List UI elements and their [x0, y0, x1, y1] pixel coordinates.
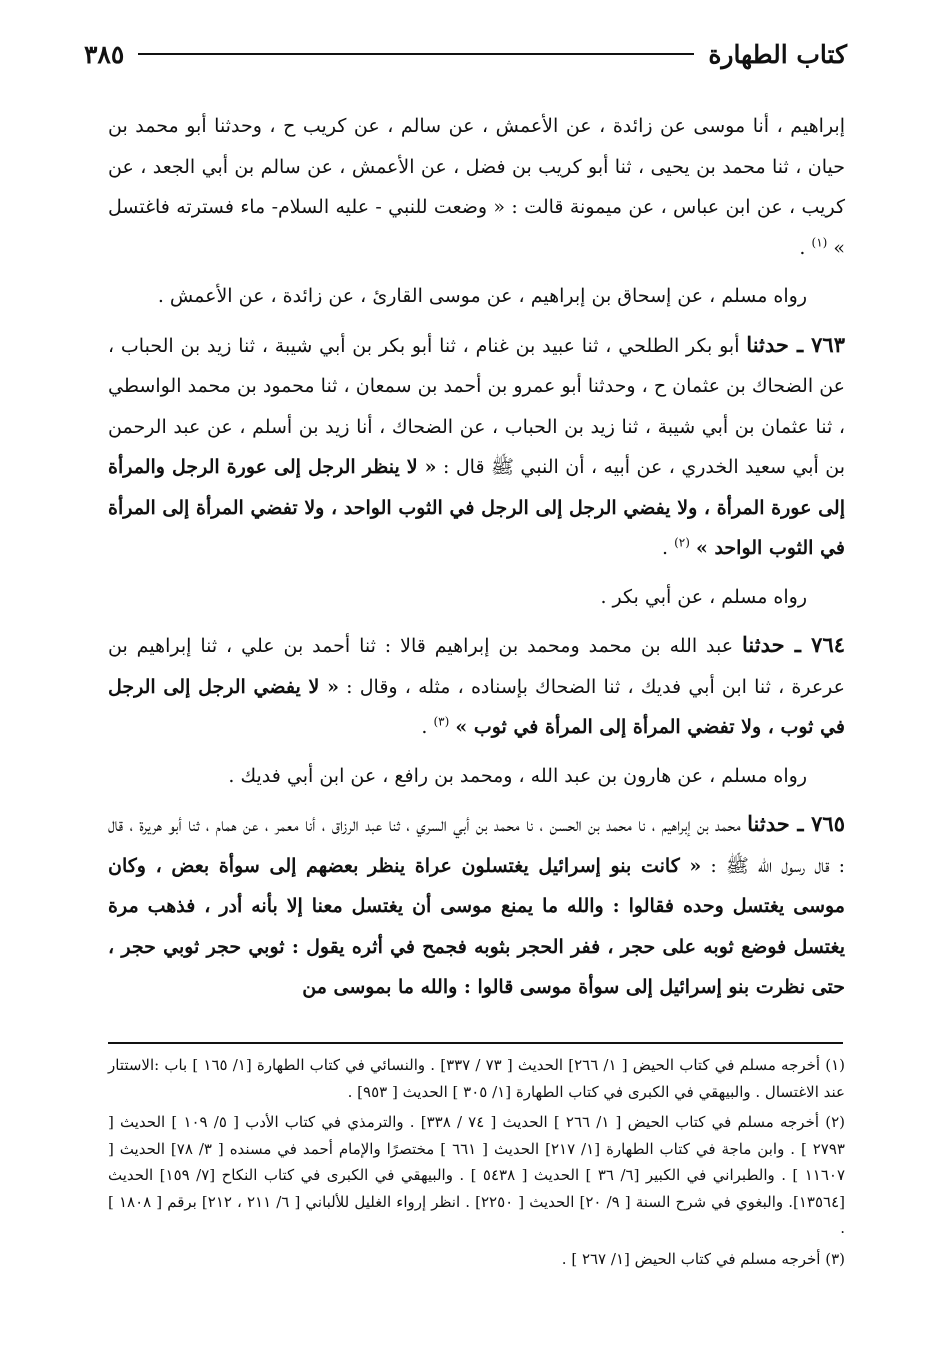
paragraph-continuation: إبراهيم ، أنا موسى عن زائدة ، عن الأعمش ، عن سالم ، عن كريب ح ، وحدثنا أبو محمد بن حيان ، ثنا محمد بن يحيى ، ثنا أبو كريب بن فضل ، عن الأعمش ، عن سالم بن أبي الجعد ، عن كريب ، عن ابن عباس ، عن ميمونة قالت : « وضعت للنبي - عليه السلام- ماء فسترته فاغتسل » $^{(١)}$ .: [108, 115, 845, 259]
footnote-3: (٣) أخرجه مسلم في كتاب الحيض [١/ ٢٦٧ ] .: [561, 1249, 845, 1268]
isnad-text: عبد الله بن محمد ومحمد بن إبراهيم قالا : ثنا أحمد بن علي ، ثنا إبراهيم بن عرعرة ، ثنا ابن أبي فديك ، ثنا الضحاك بإسناده ، مثله ، وقال :: [108, 635, 845, 698]
isnad-text: أبو بكر الطلحي ، ثنا عبيد بن غنام ، ثنا أبو بكر بن أبي شيبة ، ثنا زيد بن الحباب ، عن الضحاك بن عثمان ح ، وحدثنا أبو عمرو بن أحمد بن سمعان ، ثنا محمود بن محمد الواسطي ، ثنا عثمان بن أبي شيبة ، ثنا زيد بن الحباب ، عن الضحاك ، أنا زيد بن أسلم ، عن عبد الرحمن بن أبي سعيد الخدري ، عن أبيه ، أن النبي ﷺ قال :: [108, 334, 845, 478]
footnote-ref: (١): [811, 235, 828, 250]
hadith-number: ٧٦٥ ـ حدثنا: [747, 811, 845, 836]
hadith-764: ٧٦٤ ـ حدثنا عبد الله بن محمد ومحمد بن إبراهيم قالا : ثنا أحمد بن علي ، ثنا إبراهيم بن عرعرة ، ثنا ابن أبي فديك ، ثنا الضحاك بإسناده ، مثله ، وقال : « لا يفضي الرجل إلى الرجل في ثوب ، ولا تفضي المرأة إلى المرأة في ثوب » $^{(٣)}$ .: [108, 632, 846, 738]
narration-note: رواه مسلم ، عن هارون بن عبد الله ، ومحمد بن رافع ، عن ابن أبي فديك .: [228, 764, 807, 787]
matn-text: « لا يفضي الرجل إلى الرجل في ثوب ، ولا تفضي المرأة إلى المرأة في ثوب »: [108, 675, 845, 738]
hadith-765: [108, 804, 845, 1008]
footnotes: [108, 1052, 845, 1276]
page-number: ٣٨٥: [84, 39, 125, 69]
chapter-title: كتاب الطهارة: [708, 39, 847, 69]
main-text: [108, 106, 845, 1008]
narration-note: رواه مسلم ، عن إسحاق بن إبراهيم ، عن موسى القارئ ، عن زائدة ، عن الأعمش .: [157, 285, 807, 307]
hadith-number: ٧٦٣ ـ حدثنا: [746, 331, 845, 357]
hadith-text: إبراهيم ، أنا موسى عن زائدة ، عن الأعمش ، عن سالم ، عن كريب ح ، وحدثنا أبو محمد بن حيان ، ثنا محمد بن يحيى ، ثنا أبو كريب بن فضل ، عن الأعمش ، عن سالم بن أبي الجعد ، عن كريب ، عن ابن عباس ، عن ميمونة قالت : « وضعت للنبي - عليه السلام- ماء فسترته فاغتسل »: [108, 115, 845, 259]
hadith-number: ٧٦٤ ـ حدثنا: [742, 632, 846, 657]
header-rule: [138, 53, 694, 55]
matn-text: « كانت بنو إسرائيل يغتسلون عراة ينظر بعضهم إلى سوأة بعض ، وكان موسى يغتسل وحده فقالوا : والله ما يمنع موسى أن يغتسل معنا إلا بأنه أدر ، فذهب مرة يغتسل فوضع ثوبه على حجر ، ففر الحجر بثوبه فجمح في أثره يقول : ثوبي حجر ثوبي حجر ، حتى نظرت بنو إسرائيل إلى سوأة موسى قالوا : والله ما بموسى من: [108, 854, 845, 998]
footnote-1: (١) أخرجه مسلم في كتاب الحيض [ ١/ ٢٦٦] الحديث [ ٧٣ / ٣٣٧] . والنسائي في كتاب الطهارة [١/ ١٦٥ ] باب :الاستتار عند الاغتسال . والبيهقي في الكبرى في كتاب الطهارة [١/ ٣٠٥ ] الحديث [ ٩٥٣] .: [108, 1056, 846, 1101]
footnote-ref: (٣): [433, 714, 450, 729]
footnote-ref: (٢): [674, 535, 690, 550]
footnote-2: (٢) أخرجه مسلم في كتاب الحيض [ ١/ ٢٦٦ ] الحديث [ ٧٤ / ٣٣٨] . والترمذي في كتاب الأدب [ ٥/ ١٠٩ ] الحديث [ ٢٧٩٣ ] . وابن ماجة في كتاب الطهارة [١/ ٢١٧] الحديث [ ٦٦١ ] مختصرًا والإمام أحمد في مسنده [ ٣/ ٧٨] الحديث [ ١١٦٠٧ ] . والطبراني في الكبير [٦/ ٣٦ ] الحديث [ ٥٤٣٨ ] . والبيهقي في الكبرى في كتاب النكاح [٧/ ١٥٩] الحديث [١٣٥٦٤]. والبغوي في شرح السنة [ ٩/ ٢٠] الحديث [ ٢٢٥٠] . انظر إرواء الغليل للألباني [ ٦/ ٢١١ ، ٢١٢] برقم [ ١٨٠٨ ] .: [108, 1113, 846, 1237]
narration-note: رواه مسلم ، عن أبي بكر .: [600, 585, 807, 608]
matn-text: « لا ينظر الرجل إلى عورة الرجل والمرأة إلى عورة المرأة ، ولا يفضي الرجل إلى الرجل في الثوب الواحد ، ولا تفضي المرأة إلى المرأة في الثوب الواحد »: [108, 456, 845, 559]
hadith-763: ٧٦٣ ـ حدثنا أبو بكر الطلحي ، ثنا عبيد بن غنام ، ثنا أبو بكر بن أبي شيبة ، ثنا زيد بن الحباب ، عن الضحاك بن عثمان ح ، وحدثنا أبو عمرو بن أحمد بن سمعان ، ثنا محمود بن محمد الواسطي ، ثنا عثمان بن أبي شيبة ، ثنا زيد بن الحباب ، عن الضحاك ، أنا زيد بن أسلم ، عن عبد الرحمن بن أبي سعيد الخدري ، عن أبيه ، أن النبي ﷺ قال : « لا ينظر الرجل إلى عورة الرجل والمرأة إلى عورة المرأة ، ولا يفضي الرجل إلى الرجل في الثوب الواحد ، ولا تفضي المرأة إلى المرأة في الثوب الواحد » $^{(٢)}$ .: [108, 331, 845, 559]
page-header: [84, 34, 847, 74]
isnad-text: محمد بن إبراهيم ، نا محمد بن الحسن ، نا محمد بن أبي السري ، ثنا عبد الرزاق ، أنا معمر ، عن همام ، ثنا أبو هريرة ، قال : قال رسول الله ﷺ :: [108, 814, 845, 877]
footnote-divider: [108, 1042, 843, 1044]
